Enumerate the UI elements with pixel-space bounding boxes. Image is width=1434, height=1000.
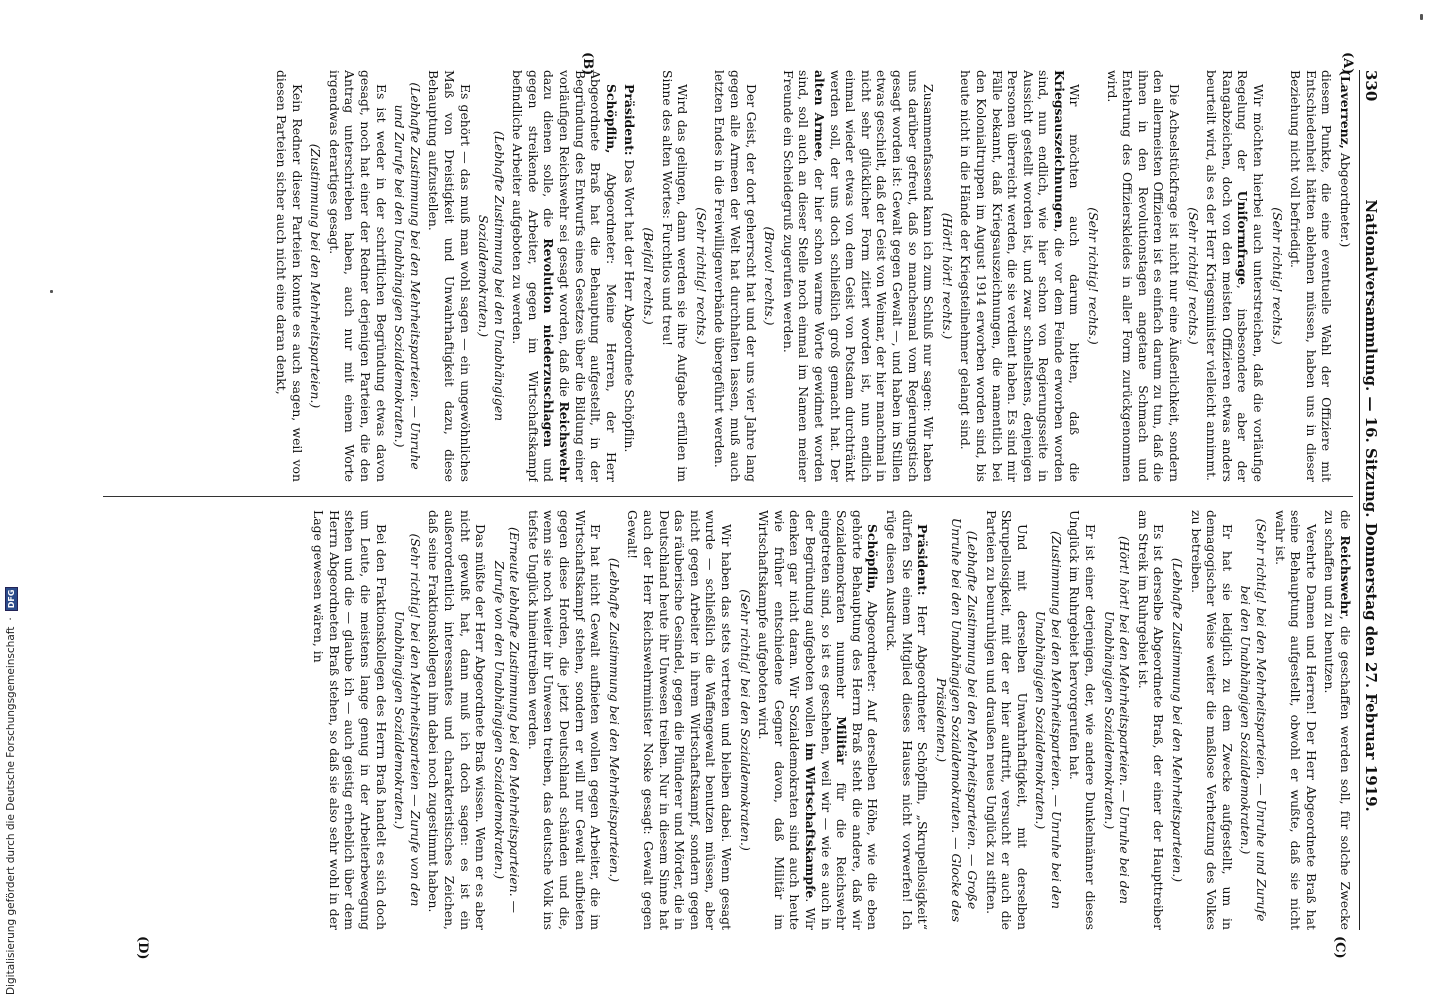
text-column-left — [93, 70, 1353, 482]
text-column-right — [93, 510, 1353, 930]
interjection: (Lebhafte Zustimmung bei den Unabhängigen Sozialdemokraten.) — [476, 130, 507, 422]
speech-paragraph: Wir haben das stets vertreten und bleiben dabei. Wenn gesagt wurde — schließlich die Waffengewalt benutzen müssen, aber nicht gegen Arbeiter in ihrem Wirtschaftskampf, sondern gegen das räuberische Gesindel, gegen die Plünderer und Mörder, die in Deutschland heute ihr Unwesen treiben. Nur in diesem Sinne hat auch der Herr Reichswehrminister Noske gesagt: Gewalt gegen Gewalt! — [625, 510, 735, 930]
speech-paragraph: Er ist einer derjenigen, der, wie andere Dunkelmänner dieses Unglück im Ruhrgebiet hervorgerufen hat. — [1067, 510, 1099, 930]
speech-paragraph: Schöpflin, Abgeordneter: Auf derselben Höhe, wie die eben gehörte Behauptung des Herrn Braß steht die andere, daß wir Sozialdemokraten nunmehr Militär für die Reichswehr eingetreten sind, so ist es geschehen, weil wir — wie es auch in der Begründung aufgeboten wollen im Wirtschaftskampfe. Wir denken gar nicht daran. Wir Sozialdemokraten sind auch heute wie früher entschiedene Gegner davon, daß Militär im Wirtschaftskampfe aufgeboten wird. — [756, 510, 881, 930]
interjection: (Zustimmung bei den Mehrheitsparteien.) — [308, 143, 324, 409]
speech-paragraph: Und mit derselben Unwahrhaftigkeit, mit derselben Skrupellosigkeit, mit der er hier auftritt, versucht er auch die Parteien zu beunruhigen und draußen neues Unglück zu stiften. — [983, 510, 1030, 930]
interjection: (Lebhafte Zustimmung bei den Mehrheitsparteien. — Unruhe und Zurufe bei den Unabhängigen Sozialdemokraten.) — [392, 82, 423, 470]
speech-paragraph: Der Geist, der dort geherrscht hat und der uns vier Jahre lang gegen alle Armeen der Welt hat durchhalten lassen, muß auch letzten Endes in die Freiwilligenverbände übergeführt werden. — [712, 70, 759, 482]
funding-text: Digitalisierung gefördert durch die Deutsche Forschungsgemeinschaft — [5, 626, 17, 995]
speech-paragraph: (Laverrenz, Abgeordneter.) — [1338, 70, 1353, 248]
speech-paragraph: Zusammenfassend kann ich zum Schluß nur sagen: Wir haben uns darüber gefreut, daß so manchesmal vom Regierungstisch gesagt worden ist: Gewalt gegen Gewalt —, und haben im Stillen etwas geschielt, daß der Geist von Weimar, der hier manchmal in nicht sehr glücklicher Form zitiert worden ist, nun endlich einmal wieder etwas von dem Geist von Potsdam durchtränkt werden soll, der uns doch schließlich groß gemacht hat. Der alten Armee, der hier schon warme Worte gewidmet worden sind, soll auch an dieser Stelle noch einmal im Namen meiner Freunde ein Scheidegruß zugerufen werden. — [780, 70, 937, 482]
margin-mark-a: (A) — [1340, 52, 1355, 75]
speech-paragraph: Schöpflin, Abgeordneter: Meine Herren, der Herr Abgeordnete Braß hat die Behauptung aufgestellt, in der Begründung des Entwurfs eines Gesetzes über die Bildung einer vorläufigen Reichswehr sei gesagt worden, daß die Reichswehr dazu dienen solle, die Revolution niederzuschlagen und gegen streikende Arbeiter, gegen im Wirtschaftskampf befindliche Arbeiter aufgeboten zu werden. — [510, 70, 619, 482]
interjection: (Bravo! rechts.) — [762, 226, 778, 326]
interjection: (Sehr richtig! bei den Mehrheitsparteien. — Unruhe und Zurufe bei den Unabhängigen Sozialdemokraten.) — [1238, 518, 1270, 922]
interjection: (Lebhafte Zustimmung bei den Mehrheitsparteien.) — [1170, 557, 1186, 883]
speech-paragraph: Wir möchten auch darum bitten, daß die Kriegsauszeichnungen, die vor dem Feinde erworben worden sind, nun endlich, wie hier schon von Regierungsseite in Aussicht gestellt worden ist, und zwar schnellstens, denjenigen Personen überreicht werden, die sie verdient haben. Es sind mir Fälle bekannt, daß Kriegsauszeichnungen, die namentlich bei den Kolonialtruppen im August 1914 erworben worden sind, bis heute nicht in die Hände der Kriegsteilnehmer gelangt sind. — [958, 70, 1083, 482]
margin-mark-c: (C) — [1332, 936, 1347, 959]
funding-note: Digitalisierung gefördert durch die Deutsche Forschungsgemeinschaft · DFG — [4, 5, 18, 995]
interjection: (Lebhafte Zustimmung bei den Mehrheitsparteien.) — [606, 557, 622, 883]
interjection: (Lebhafte Zustimmung bei den Mehrheitsparteien. — Große Unruhe bei den Unabhängigen Sozialdemokraten. — Glocke des Präsidenten.) — [933, 517, 980, 923]
interjection: (Sehr richtig! bei den Mehrheitsparteien — Zurufe von den Unabhängigen Sozialdemokraten.) — [392, 533, 423, 907]
interjection: (Erneute lebhafte Zustimmung bei den Mehrheitsparteien. — Zurufe von den Unabhängigen Sozialdemokraten.) — [491, 527, 523, 913]
speech-paragraph: Er hat nicht Gewalt aufbieten wollen gegen Arbeiter, die im Wirtschaftskampf stehen, sondern er will nur Gewalt aufbieten gegen diese Horden, die jetzt Deutschland schänden und die, wenn sie noch weiter ihr Unwesen treiben, das deutsche Volk ins tiefste Unglück hineintreiben werden. — [525, 510, 604, 930]
scan-speck — [1420, 14, 1423, 20]
interjection: (Beifall rechts.) — [641, 227, 657, 325]
interjection: (Zustimmung bei den Mehrheitsparteien. — Unruhe bei den Unabhängigen Sozialdemokraten.) — [1033, 531, 1064, 909]
speech-paragraph: Wird das gelingen, dann werden sie ihre Aufgabe erfüllen im Sinne des alten Wortes: Furchtlos und treu! — [659, 70, 691, 482]
speech-paragraph: Bei den Fraktionskollegen des Herrn Braß handelt es sich doch um Leute, die meistens lange genug in der Arbeiterbewegung stehen und die — glaube ich — auch geistig erheblich über dem Herrn Abgeordneten Braß stehen, so daß sie also sehr wohl in der Lage gewesen wären, in — [311, 510, 389, 930]
page-title: Nationalversammlung. — 16. Sitzung. Donnerstag den 27. Februar 1919. — [1362, 199, 1380, 812]
speech-paragraph: Es gehört — das muß man wohl sagen — ein ungewöhnliches Maß von Dreistigkeit und Unwahrhaftigkeit dazu, diese Behauptung aufzustellen. — [426, 70, 473, 482]
margin-mark-b: (B) — [580, 52, 595, 76]
speech-paragraph: Kein Redner dieser Parteien konnte es auch sagen, weil von diesen Parteien sicher auch nicht eine daran denkt, — [274, 70, 305, 482]
interjection: (Sehr richtig! rechts.) — [1185, 207, 1201, 345]
interjection: (Hört! hört! rechts.) — [939, 212, 955, 340]
speech-paragraph: Präsident: Herr Abgeordneter Schöpflin, „Skrupellosigkeit“ dürfen Sie einem Mitglied dieses Hauses nicht vorwerfen! Ich rüge diesen Ausdruck. — [883, 510, 931, 930]
dfg-logo-icon: DFG — [5, 587, 18, 612]
speech-paragraph: diesem Punkte, die eine eventuelle Wahl der Offiziere mit Entschiedenheit hätten ablehnen müssen, haben uns in dieser Beziehung nicht voll befriedigt. — [1288, 70, 1335, 482]
speech-paragraph: Es ist weder in der schriftlichen Begründung etwas davon gesagt, noch hat einer der Redner derjenigen Parteien, die den Antrag unterschrieben haben, auch nur mit einem Worte irgendwas derartiges gesagt. — [326, 70, 389, 482]
interjection: (Sehr richtig! rechts.) — [1086, 207, 1102, 345]
margin-mark-d: (D) — [135, 936, 150, 960]
speech-paragraph: Er hat sie lediglich zu dem Zwecke aufgestellt, um in demagogischer Weise weiter die maßlose Verhetzung des Volkes zu betreiben. — [1188, 510, 1235, 930]
page-number: 330 — [1362, 70, 1380, 102]
rotated-page-content — [85, 52, 1385, 960]
speech-paragraph: Verehrte Damen und Herren! Der Herr Abgeordnete Braß hat seine Behauptung aufgestellt, obwohl er wußte, daß sie nicht wahr ist. — [1272, 510, 1319, 930]
interjection: (Sehr richtig! rechts.) — [693, 207, 709, 345]
speech-paragraph: die Reichswehr, die geschaffen werden soll, für solche Zwecke zu schaffen und zu benutzen. — [1322, 510, 1353, 930]
interjection: (Sehr richtig! bei den Sozialdemokraten.) — [737, 589, 753, 851]
speech-paragraph: Wir möchten hierbei auch unterstreichen, daß die vorläufige Regelung der Uniformfrage, insbesondere aber der Rangabzeichen, doch von den meisten Offizieren etwas anders beurteilt wird, als es der Herr Kriegsminister vielleicht annimmt. — [1204, 70, 1267, 482]
speech-paragraph: Das müßte der Herr Abgeordnete Braß wissen. Wenn er es aber nicht gewußt hat, dann muß ich doch sagen: es ist ein außerordentlich interessantes und charakteristisches Zeichen, daß seine Fraktionskollegen ihm dabei noch zugestimmt haben. — [426, 510, 489, 930]
column-divider — [103, 496, 1353, 497]
speech-paragraph: Die Achselstückfrage ist nicht nur eine Äußerlichkeit, sondern den allermeisten Offizieren ist es einfach darum zu tun, daß die ihnen in den Revolutionstagen angetane Schmach und Entehrung des Offizierskleides in aller Form zurückgenommen wird. — [1104, 70, 1183, 482]
interjection: (Sehr richtig! rechts.) — [1269, 207, 1285, 345]
interjection: (Hört! hört! bei den Mehrheitsparteien. — Unruhe bei den Unabhängigen Sozialdemokraten.) — [1101, 535, 1133, 905]
speech-paragraph: Präsident: Das Wort hat der Herr Abgeordnete Schöpflin. — [622, 84, 638, 453]
speech-paragraph: Es ist derselbe Abgeordnete Braß, der einer der Haupttreiber am Streik im Ruhrgebiet ist. — [1135, 510, 1167, 930]
page-header — [1359, 70, 1385, 930]
scan-speck — [50, 290, 53, 293]
